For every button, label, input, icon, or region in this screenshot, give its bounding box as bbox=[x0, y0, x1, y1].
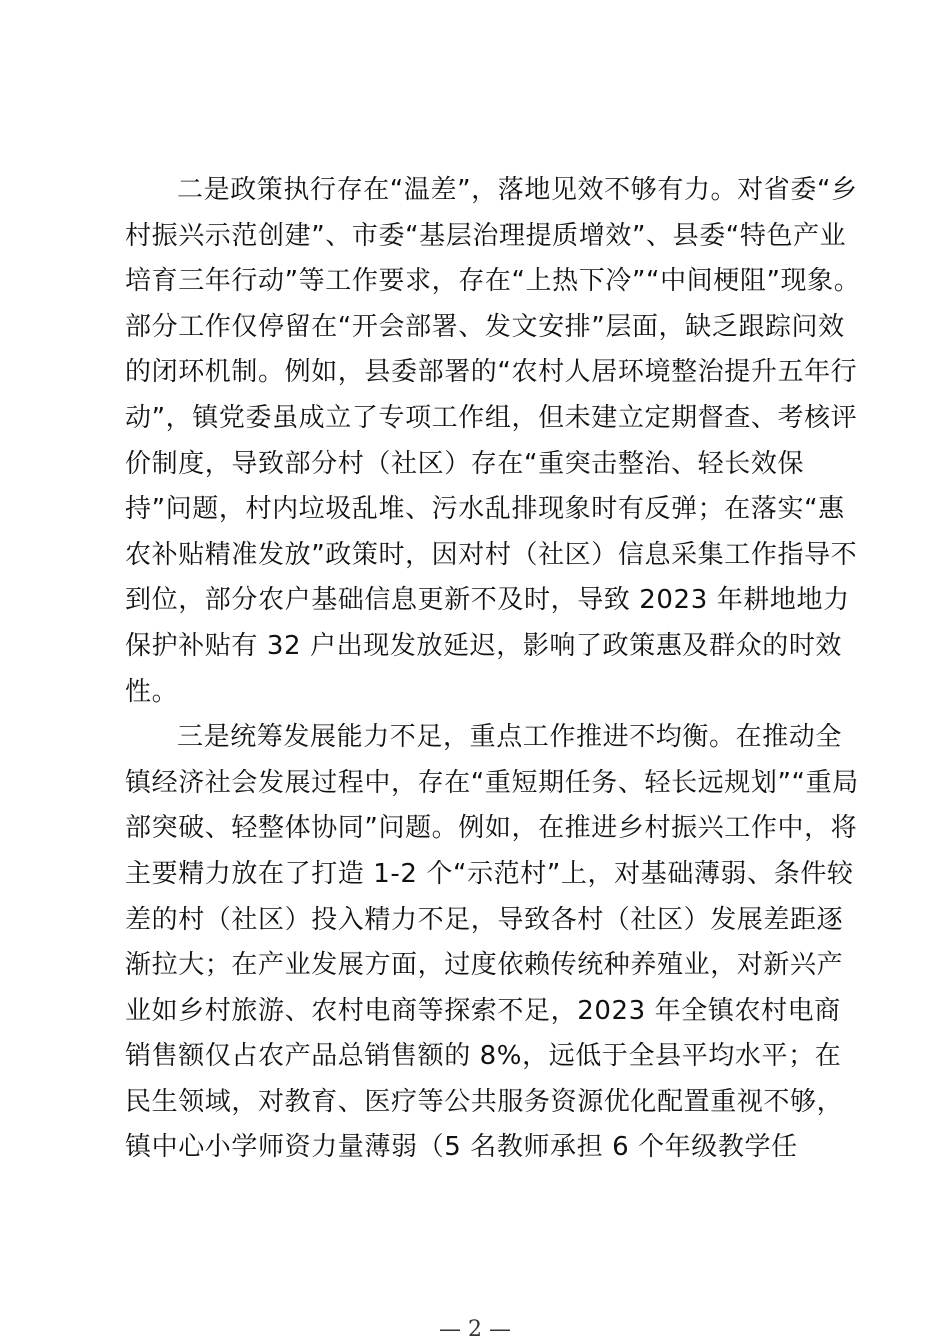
text-line: 部分工作仅停留在“开会部署、发文安排”层面，缺乏跟踪问效 bbox=[125, 311, 845, 342]
text-line: 保护补贴有 32 户出现发放延迟，影响了政策惠及群众的时效 bbox=[125, 630, 843, 661]
text-line: 到位，部分农户基础信息更新不及时，导致 2023 年耕地地力 bbox=[125, 585, 850, 616]
text-line: 村振兴示范创建”、市委“基层治理提质增效”、县委“特色产业 bbox=[125, 220, 847, 251]
text-line: 部突破、轻整体协同”问题。例如，在推进乡村振兴工作中，将 bbox=[125, 813, 858, 844]
text-line: 镇经济社会发展过程中，存在“重短期任务、轻长远规划”“重局 bbox=[125, 767, 859, 798]
text-line: 渐拉大；在产业发展方面，过度依赖传统种养殖业，对新兴产 bbox=[125, 950, 844, 981]
page-number: — 2 — bbox=[439, 1317, 511, 1342]
paragraph-coordinated-development bbox=[125, 715, 859, 1171]
text-line: 差的村（社区）投入精力不足，导致各村（社区）发展差距逐 bbox=[125, 904, 844, 935]
text-line: 性。 bbox=[125, 676, 179, 707]
text-line: 镇中心小学师资力量薄弱（5 名教师承担 6 个年级教学任 bbox=[125, 1132, 798, 1163]
text-line: 业如乡村旅游、农村电商等探索不足，2023 年全镇农村电商 bbox=[125, 995, 841, 1026]
text-line: 三是统筹发展能力不足，重点工作推进不均衡。在推动全 bbox=[177, 722, 843, 753]
document-body bbox=[125, 168, 861, 1171]
text-line: 动”，镇党委虽成立了专项工作组，但未建立定期督查、考核评 bbox=[125, 402, 858, 433]
text-line: 二是政策执行存在“温差”，落地见效不够有力。对省委“乡 bbox=[177, 175, 858, 205]
text-line: 持”问题，村内垃圾乱堆、污水乱排现象时有反弹；在落实“惠 bbox=[125, 494, 845, 525]
text-line: 主要精力放在了打造 1-2 个“示范村”上，对基础薄弱、条件较 bbox=[125, 858, 854, 889]
text-line: 民生领域，对教育、医疗等公共服务资源优化配置重视不够， bbox=[125, 1086, 844, 1117]
paragraph-policy-execution bbox=[125, 168, 861, 715]
text-line: 农补贴精准发放”政策时，因对村（社区）信息采集工作指导不 bbox=[125, 539, 858, 570]
text-line: 价制度，导致部分村（社区）存在“重突击整治、轻长效保 bbox=[125, 448, 805, 479]
text-line: 销售额仅占农产品总销售额的 8%，远低于全县平均水平；在 bbox=[125, 1041, 842, 1072]
text-line: 的闭环机制。例如，县委部署的“农村人居环境整治提升五年行 bbox=[125, 357, 858, 388]
text-line: 培育三年行动”等工作要求，存在“上热下冷”“中间梗阻”现象。 bbox=[125, 266, 861, 297]
